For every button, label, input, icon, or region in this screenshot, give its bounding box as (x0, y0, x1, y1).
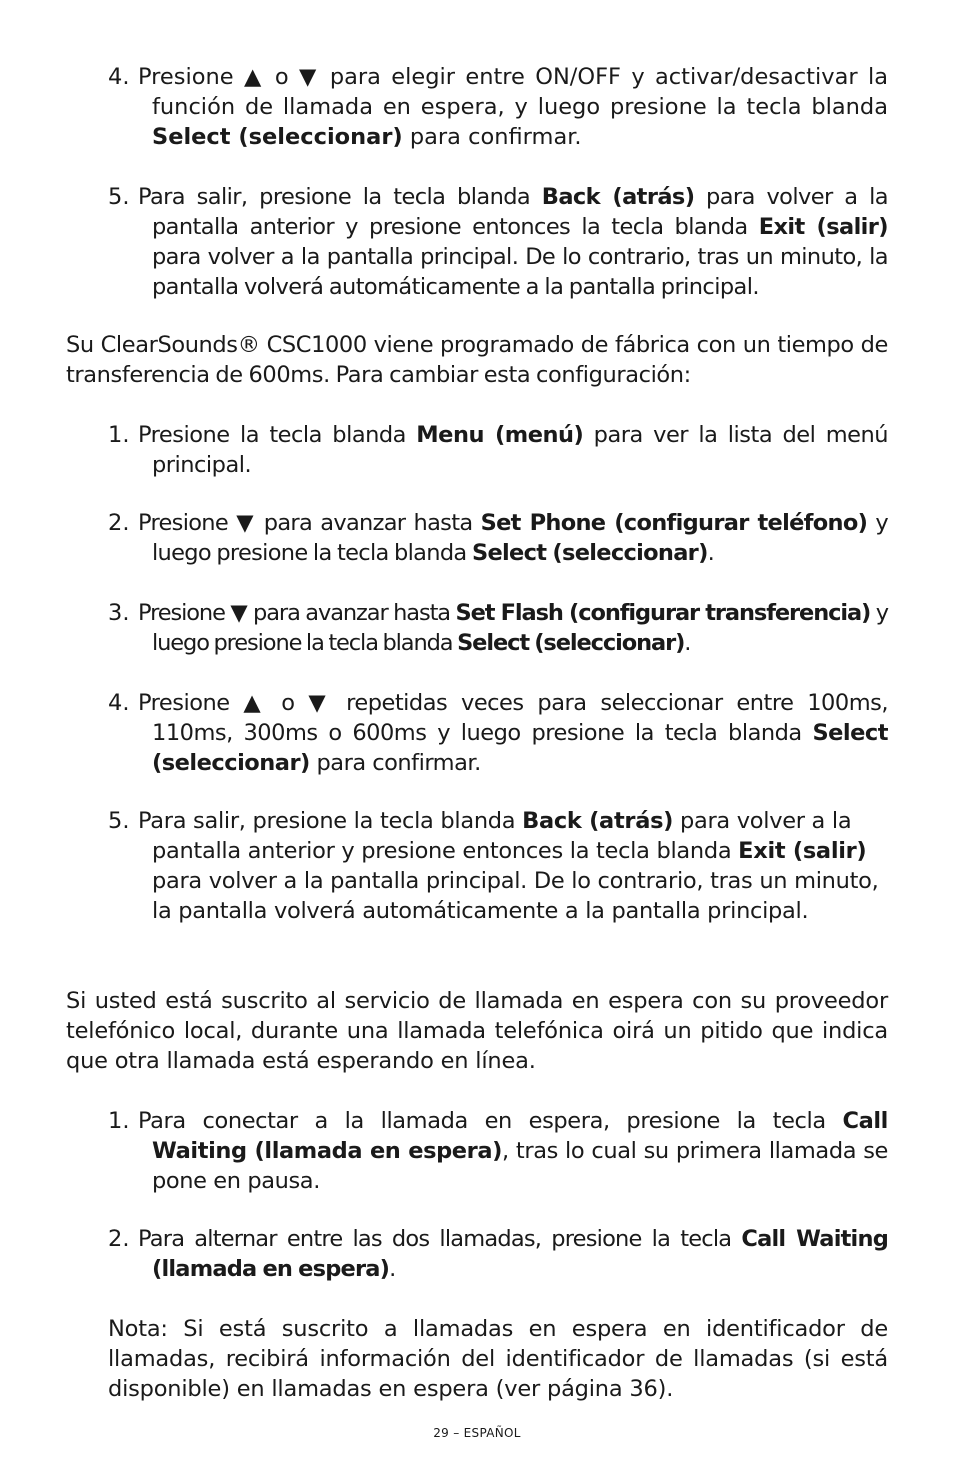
list-item: Presione ▼ para avanzar hasta Set Phone (configurar teléfono) y luego presione la tecla blanda Select (seleccionar). (138, 510, 888, 566)
list-item-number: 5. (108, 808, 130, 834)
list-item-number: 3. (108, 600, 130, 626)
list-item-number: 4. (108, 690, 130, 716)
note-paragraph: Nota: Si está suscrito a llamadas en espera en identificador de llamadas, recibirá información del identificador de llamadas (si está disponible) en llamadas en espera (ver página 36). (108, 1316, 888, 1402)
list-item-number: 2. (108, 1226, 130, 1252)
list-item-number: 1. (108, 422, 130, 448)
page-footer: 29 – ESPAÑOL (433, 1426, 521, 1440)
list-item: Para conectar a la llamada en espera, presione la tecla Call Waiting (llamada en espera), tras lo cual su primera llamada se pone en pausa. (138, 1108, 888, 1194)
list-item-number: 2. (108, 510, 130, 536)
list-item-number: 1. (108, 1108, 130, 1134)
list-item: Presione ▼ para avanzar hasta Set Flash (configurar transferencia) y luego presione la tecla blanda Select (seleccionar). (138, 600, 888, 656)
list-item: Para salir, presione la tecla blanda Back (atrás) para volver a la pantalla anterior y presione entonces la tecla blanda Exit (salir) para volver a la pantalla principal. De lo contrario, tras un minuto, la pantalla volverá automáticamente a la pantalla principal. (138, 184, 888, 300)
list-item: Presione ▲ o ▼ para elegir entre ON/OFF y activar/desactivar la función de llamada en espera, y luego presione la tecla blanda Select (seleccionar) para confirmar. (138, 64, 888, 150)
body-paragraph: Si usted está suscrito al servicio de llamada en espera con su proveedor telefónico local, durante una llamada telefónica oirá un pitido que indica que otra llamada está esperando en línea. (66, 988, 888, 1074)
list-item: Para alternar entre las dos llamadas, presione la tecla Call Waiting (llamada en espera). (138, 1226, 888, 1282)
list-item: Para salir, presione la tecla blanda Back (atrás) para volver a la pantalla anterior y presione entonces la tecla blanda Exit (salir) para volver a la pantalla principal. De lo contrario, tras un minuto, la pantalla volverá automáticamente a la pantalla principal. (138, 808, 879, 924)
list-item: Presione la tecla blanda Menu (menú) para ver la lista del menú principal. (138, 422, 888, 478)
list-item: Presione ▲ o ▼ repetidas veces para seleccionar entre 100ms, 110ms, 300ms o 600ms y luego presione la tecla blanda Select (seleccionar) para confirmar. (138, 690, 888, 776)
list-item-number: 5. (108, 184, 130, 210)
list-item-number: 4. (108, 64, 130, 90)
body-paragraph: Su ClearSounds® CSC1000 viene programado de fábrica con un tiempo de transferencia de 600ms. Para cambiar esta configuración: (66, 332, 888, 388)
